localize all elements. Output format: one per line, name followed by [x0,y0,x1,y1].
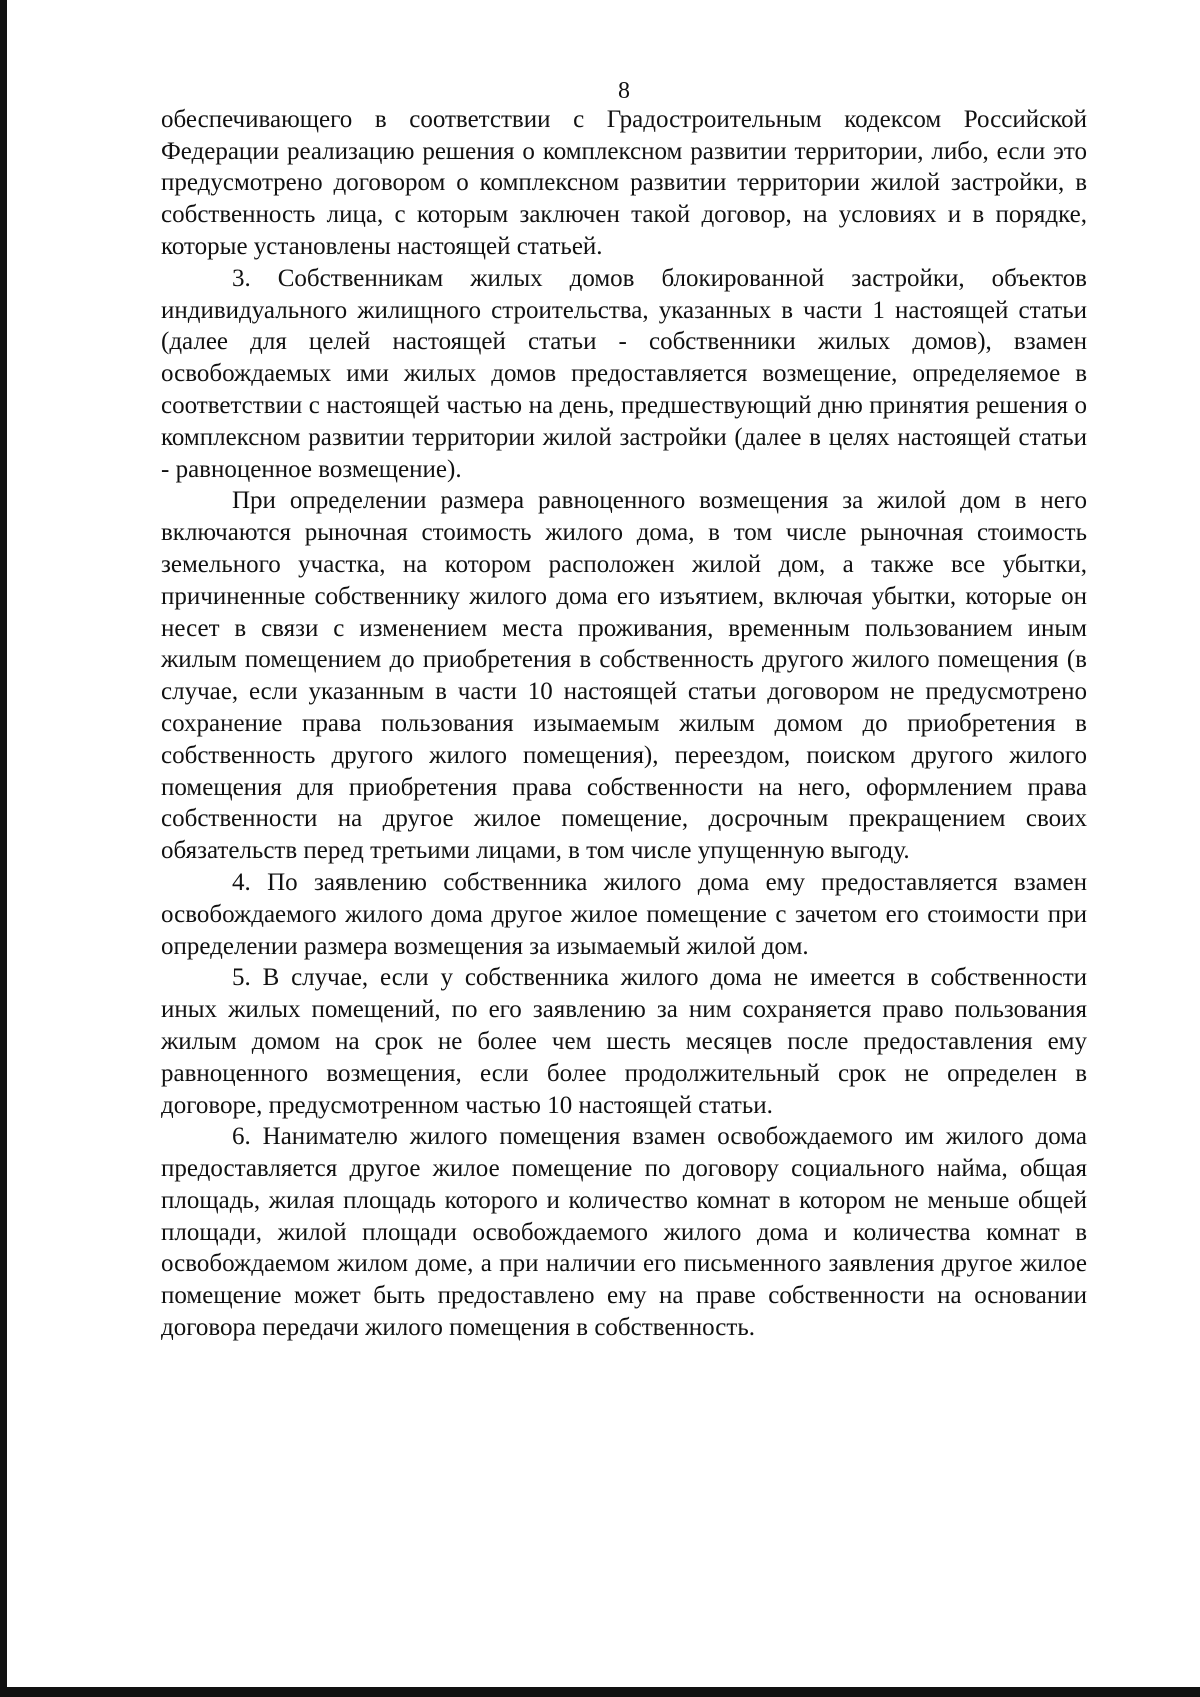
paragraph-part-6: 6. Нанимателю жилого помещения взамен освобождаемого им жилого дома предоставляется другое жилое помещение по договору социального найма, общая площадь, жилая площадь которого и количество комнат в котором не меньше общей площади, жилой площади освобождаемого жилого дома и количества комнат в освобождаемом жилом доме, а при наличии его письменного заявления другое жилое помещение может быть предоставлено ему на праве собственности на основании договора передачи жилого помещения в собственность. [161,1123,1087,1342]
paragraph-part-3: 3. Собственникам жилых домов блокированной застройки, объектов индивидуального жилищного строительства, указанных в части 1 настоящей статьи (далее для целей настоящей статьи - собственники жилых домов), взамен освобождаемых ими жилых домов предоставляется возмещение, определяемое в соответствии с настоящей частью на день, предшествующий дню принятия решения о комплексном развитии территории жилой застройки (далее в целях настоящей статьи - равноценное возмещение). [161,264,1087,483]
paragraph-continuation: обеспечивающего в соответствии с Градостроительным кодексом Российской Федерации реализацию решения о комплексном развитии территории, либо, если это предусмотрено договором о комплексном развитии территории жилой застройки, в собственность лица, с которым заключен такой договор, на условиях и в порядке, которые установлены настоящей статьей. [161,105,1087,260]
paragraph-part-5: 5. В случае, если у собственника жилого дома не имеется в собственности иных жилых помещений, по его заявлению за ним сохраняется право пользования жилым домом на срок не более чем шесть месяцев после предоставления ему равноценного возмещения, если более продолжительный срок не определен в договоре, предусмотренном частью 10 настоящей статьи. [161,964,1087,1119]
paragraph-equivalent-compensation: При определении размера равноценного возмещения за жилой дом в него включаются рыночная стоимость жилого дома, в том числе рыночная стоимость земельного участка, на котором расположен жилой дом, а также все убытки, причиненные собственнику жилого дома его изъятием, включая убытки, которые он несет в связи с изменением места проживания, временным пользованием иным жилым помещением до приобретения в собственность другого жилого помещения (в случае, если указанным в части 10 настоящей статьи договором не предусмотрено сохранение права пользования изымаемым жилым домом до приобретения в собственность другого жилого помещения), переездом, поиском другого жилого помещения для приобретения права собственности на него, оформлением права собственности на другое жилое помещение, досрочным прекращением своих обязательств перед третьими лицами, в том числе упущенную выгоду. [161,487,1087,865]
paragraph-part-4: 4. По заявлению собственника жилого дома ему предоставляется взамен освобождаемого жилого дома другое жилое помещение с зачетом его стоимости при определении размера возмещения за изымаемый жилой дом. [161,868,1087,960]
page-number: 8 [618,78,630,104]
document-page [161,76,1087,1344]
scan-edge-left [0,0,7,1697]
scan-edge-bottom [0,1687,1200,1697]
